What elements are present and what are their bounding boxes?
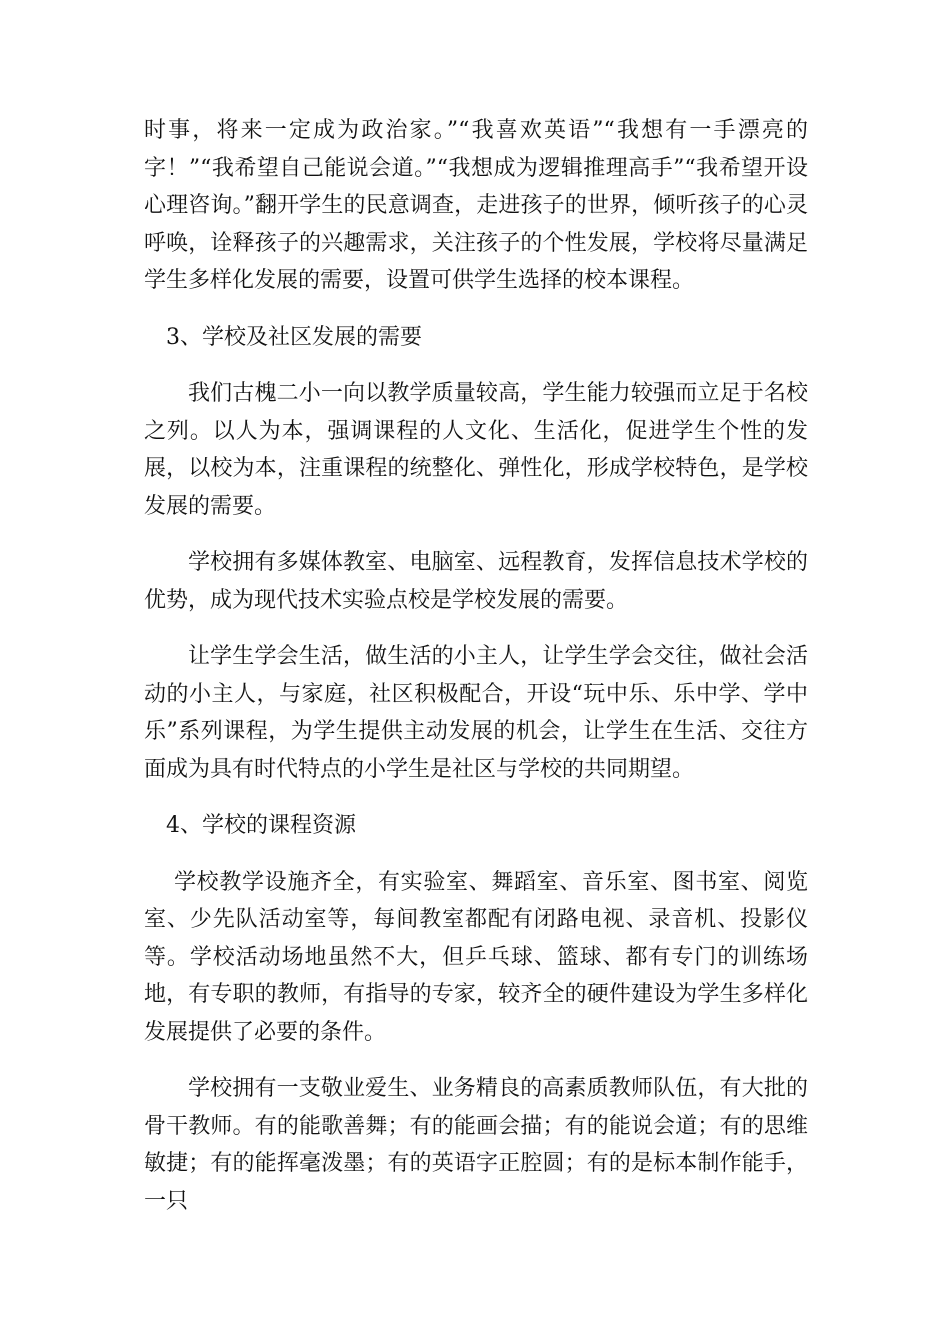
paragraph-student-wishes: 时事，将来一定成为政治家。”“我喜欢英语”“我想有一手漂亮的字！”“我希望自己能说会道。”“我想成为逻辑推理高手”“我希望开设心理咨询。”翻开学生的民意调查，走进孩子的世界，倾听孩子的心灵呼唤，诠释孩子的兴趣需求，关注孩子的个性发展，学校将尽量满足学生多样化发展的需要，设置可供学生选择的校本课程。 [144,118,808,293]
paragraph-teaching-staff: 学校拥有一支敬业爱生、业务精良的高素质教师队伍，有大批的骨干教师。有的能歌善舞；有的能画会描；有的能说会道；有的思维敏捷；有的能挥毫泼墨；有的英语字正腔圆；有的是标本制作能手，一只 [144,1076,808,1214]
document-page [144,112,808,1239]
paragraph-school-development: 我们古槐二小一向以教学质量较高，学生能力较强而立足于名校之列。以人为本，强调课程的人文化、生活化，促进学生个性的发展，以校为本，注重课程的统整化、弹性化，形成学校特色，是学校发展的需要。 [144,381,808,519]
paragraph-facilities: 学校教学设施齐全，有实验室、舞蹈室、音乐室、图书室、阅览室、少先队活动室等，每间教室都配有闭路电视、录音机、投影仪等。学校活动场地虽然不大，但乒乓球、篮球、都有专门的训练场地，有专职的教师，有指导的专家，较齐全的硬件建设为学生多样化发展提供了必要的条件。 [144,869,808,1045]
paragraph-community-expectation: 让学生学会生活，做生活的小主人，让学生学会交往，做社会活动的小主人，与家庭，社区积极配合，开设“玩中乐、乐中学、学中乐”系列课程，为学生提供主动发展的机会，让学生在生活、交往方面成为具有时代特点的小学生是社区与学校的共同期望。 [144,644,808,782]
section-heading-curriculum-resources: 4、学校的课程资源 [166,813,356,838]
paragraph-info-tech: 学校拥有多媒体教室、电脑室、远程教育，发挥信息技术学校的优势，成为现代技术实验点校是学校发展的需要。 [144,550,808,613]
section-heading-school-community-needs: 3、学校及社区发展的需要 [166,324,422,350]
